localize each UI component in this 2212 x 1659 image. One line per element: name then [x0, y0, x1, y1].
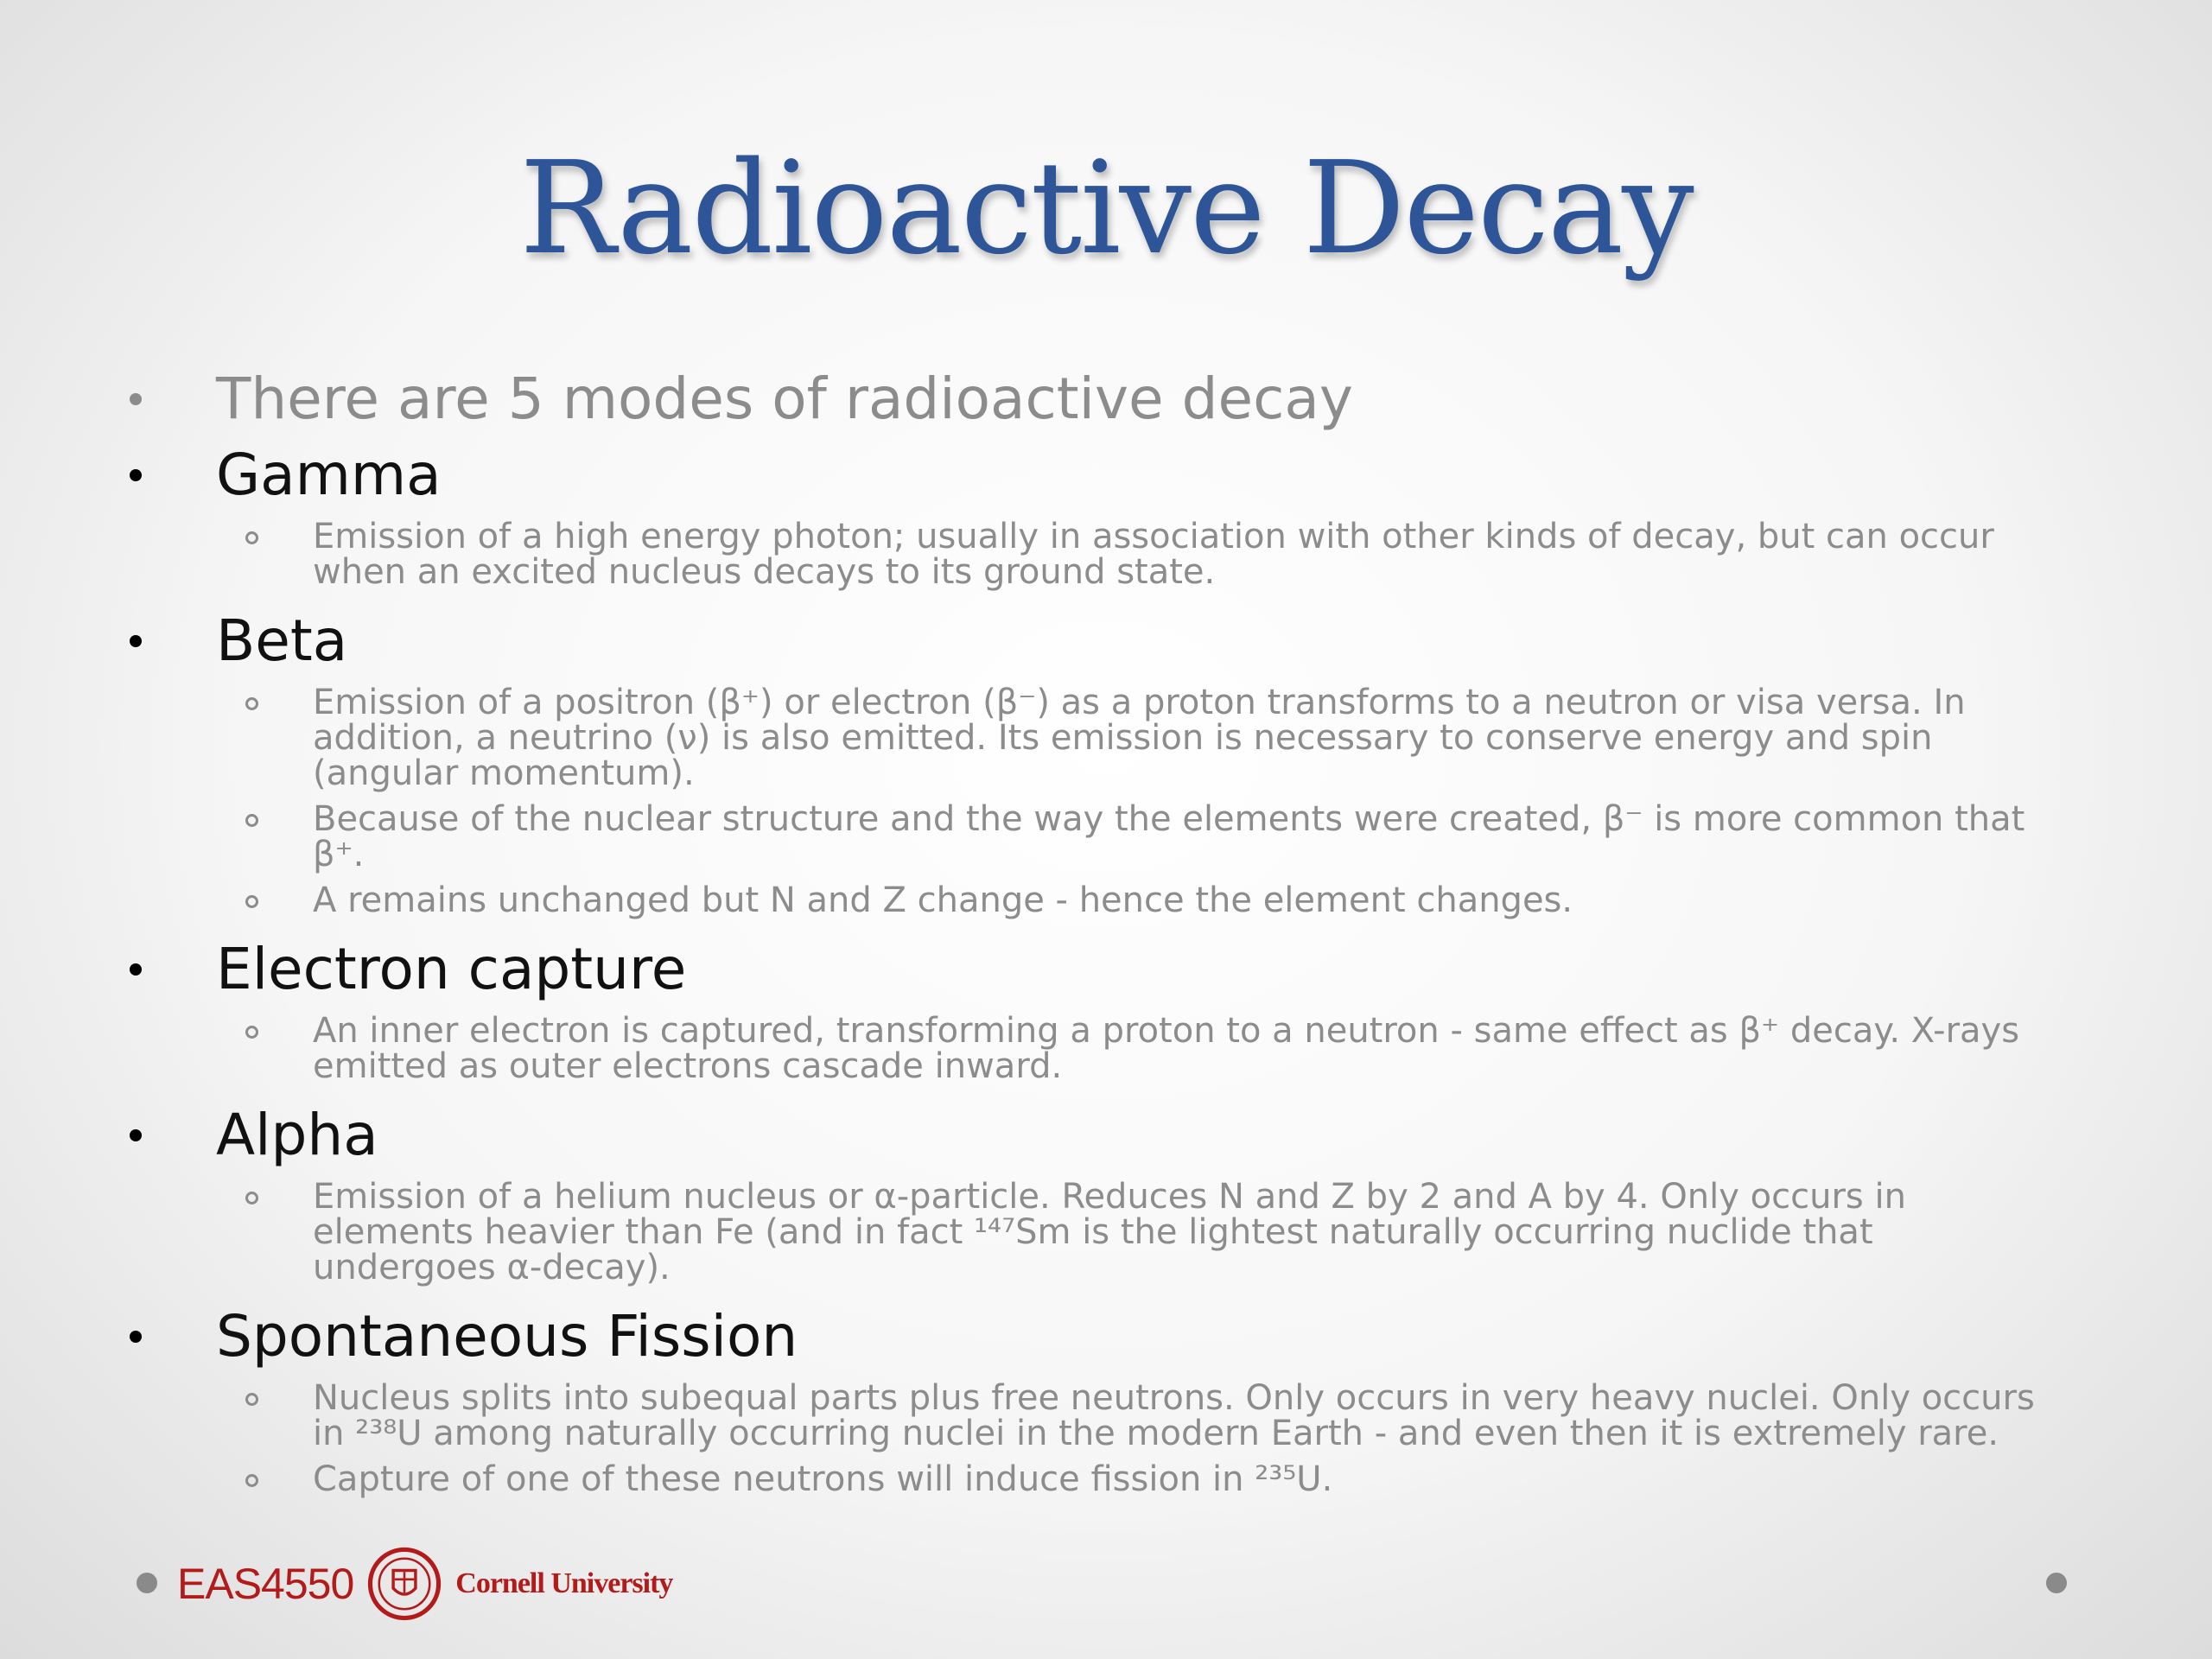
bullet-icon: [130, 469, 142, 481]
list-item: Nucleus splits into subequal parts plus free neutrons. Only occurs in very heavy nuclei. Only occurs in ²³⁸U among naturally occurring nuclei in the modern Earth - and even then it is extremely rare.: [0, 1381, 2067, 1452]
circle-bullet-icon: [245, 531, 258, 544]
footer-logo: [177, 1541, 672, 1627]
circle-bullet-icon: [245, 1192, 258, 1205]
slide-body: [0, 359, 2212, 1497]
list-item: Capture of one of these neutrons will induce fission in ²³⁵U.: [0, 1462, 2067, 1497]
cornell-seal-icon: [367, 1547, 442, 1621]
list-item: A remains unchanged but N and Z change - hence the element changes.: [0, 883, 2067, 918]
circle-bullet-icon: [245, 1393, 258, 1406]
bullet-icon: [130, 963, 142, 976]
university-name: Cornell University: [455, 1567, 673, 1599]
bullet-icon: [130, 635, 142, 647]
circle-bullet-icon: [245, 895, 258, 908]
bullet-icon: [130, 1331, 142, 1343]
footer-dot-right: [2046, 1573, 2067, 1593]
list-item: Because of the nuclear structure and the way the elements were created, β⁻ is more common that β⁺.: [0, 802, 2067, 873]
list-item: Emission of a high energy photon; usually in association with other kinds of decay, but can occur when an excited nucleus decays to its ground state.: [0, 519, 2067, 590]
list-item: Emission of a helium nucleus or α-particle. Reduces N and Z by 2 and A by 4. Only occurs in elements heavier than Fe (and in fact ¹⁴⁷Sm is the lightest naturally occurring nuclide that undergoes α-decay).: [0, 1179, 2067, 1286]
section-heading-spontaneous-fission: Spontaneous Fission: [0, 1301, 2074, 1372]
circle-bullet-icon: [245, 1026, 258, 1039]
section-heading-electron-capture: Electron capture: [0, 934, 2074, 1005]
circle-bullet-icon: [245, 814, 258, 827]
slide-title: Radioactive Decay: [519, 134, 1693, 283]
list-item: Emission of a positron (β⁺) or electron (β⁻) as a proton transforms to a neutron or visa versa. In addition, a neutrino (ν) is also emitted. Its emission is necessary to conserve energy and spin (angular momentum).: [0, 685, 2067, 791]
footer-dot-left: [137, 1573, 157, 1593]
section-heading-gamma: Gamma: [0, 440, 2074, 511]
bullet-icon: [130, 393, 142, 405]
intro-text: There are 5 modes of radioactive decay: [216, 365, 1353, 432]
section-heading-beta: Beta: [0, 606, 2074, 677]
section-heading-alpha: Alpha: [0, 1100, 2074, 1171]
course-code: EAS4550: [177, 1560, 354, 1608]
bullet-icon: [130, 1129, 142, 1141]
intro-bullet: [0, 359, 2074, 440]
list-item: An inner electron is captured, transforming a proton to a neutron - same effect as β⁺ decay. X-rays emitted as outer electrons cascade inward.: [0, 1014, 2067, 1084]
circle-bullet-icon: [245, 697, 258, 710]
circle-bullet-icon: [245, 1474, 258, 1487]
